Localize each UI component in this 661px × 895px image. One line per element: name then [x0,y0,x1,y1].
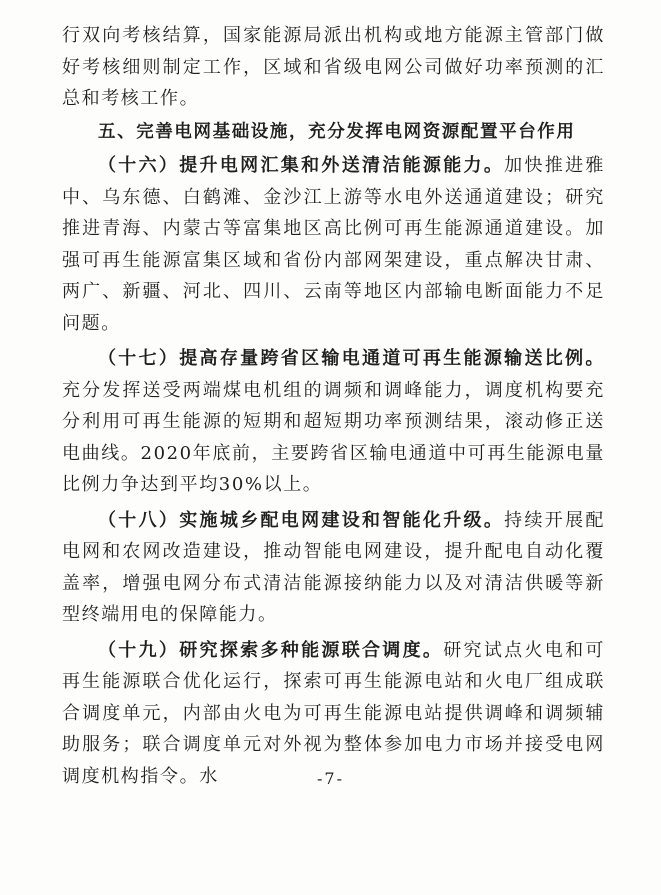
paragraph-17-lead: （十七）提高存量跨省区输电通道可再生能源输送比例。 [98,348,605,369]
paragraph-19-lead: （十九）研究探索多种能源联合调度。 [98,639,444,661]
page-number: -7- [317,769,344,788]
paragraph-16 [62,150,605,339]
section-heading: 五、完善电网基础设施，充分发挥电网资源配置平台作用 [98,121,576,142]
continuation-paragraph: 行双向考核结算，国家能源局派出机构或地方能源主管部门做好考核细则制定工作，区域和省级电网公司做好功率预测的汇总和考核工作。 [62,25,605,109]
paragraph-18-body: 持续开展配电网和农网改造建设，推动智能电网建设，提升配电自动化覆盖率，增强电网分布式清洁能源接纳能力以及对清洁供暖等新型终端用电的保障能力。 [62,509,606,625]
paragraph-19-body: 研究试点火电和可再生能源联合优化运行，探索可再生能源电站和火电厂组成联合调度单元，内部由火电为可再生能源电站提供调峰和调频辅助服务；联合调度单元对外视为整体参加电力市场并接受电网调度机构指令。水 [62,639,605,787]
paragraph-17-body: 充分发挥送受两端煤电机组的调频和调峰能力，调度机构要充分利用可再生能源的短期和超短期功率预测结果，滚动修正送电曲线。2020年底前，主要跨省区输电通道中可再生能源电量比例力争达到平均30%以上。 [62,379,605,495]
paragraph-18-lead: （十八）实施城乡配电网建设和智能化升级。 [98,509,505,531]
paragraph-18 [62,505,605,631]
paragraph-17 [62,343,605,501]
paragraph-16-lead: （十六）提升电网汇集和外送清洁能源能力。 [98,155,505,176]
paragraph-16-body: 加快推进雅中、乌东德、白鹤滩、金沙江上游等水电外送通道建设；研究推进青海、内蒙古等富集地区高比例可再生能源通道建设。加强可再生能源富集区域和省份内部网架建设，重点解决甘肃、两广、新疆、河北、四川、云南等地区内部输电断面能力不足问题。 [62,155,606,334]
